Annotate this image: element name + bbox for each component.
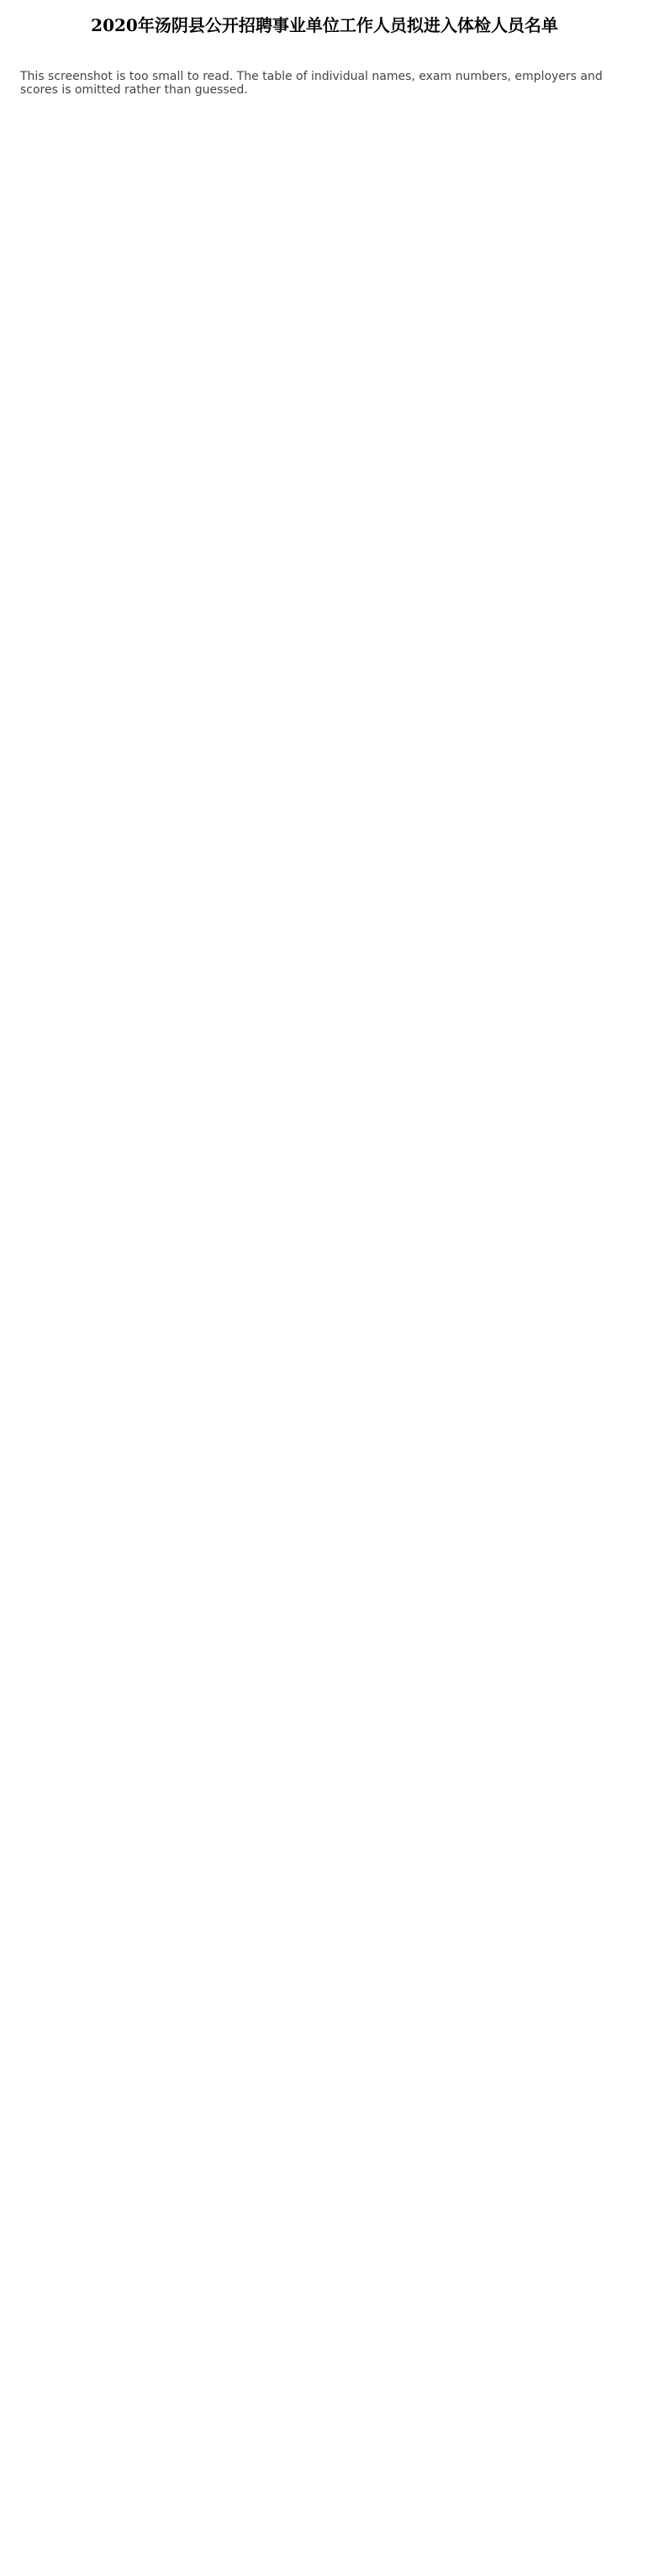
- document-page: [0, 0, 649, 97]
- page-title: 2020年汤阴县公开招聘事业单位工作人员拟进入体检人员名单: [91, 15, 558, 35]
- omission-note: This screenshot is too small to read. The table of individual names, exam numbers, employers and scores is omitted rather than guessed.: [20, 70, 603, 97]
